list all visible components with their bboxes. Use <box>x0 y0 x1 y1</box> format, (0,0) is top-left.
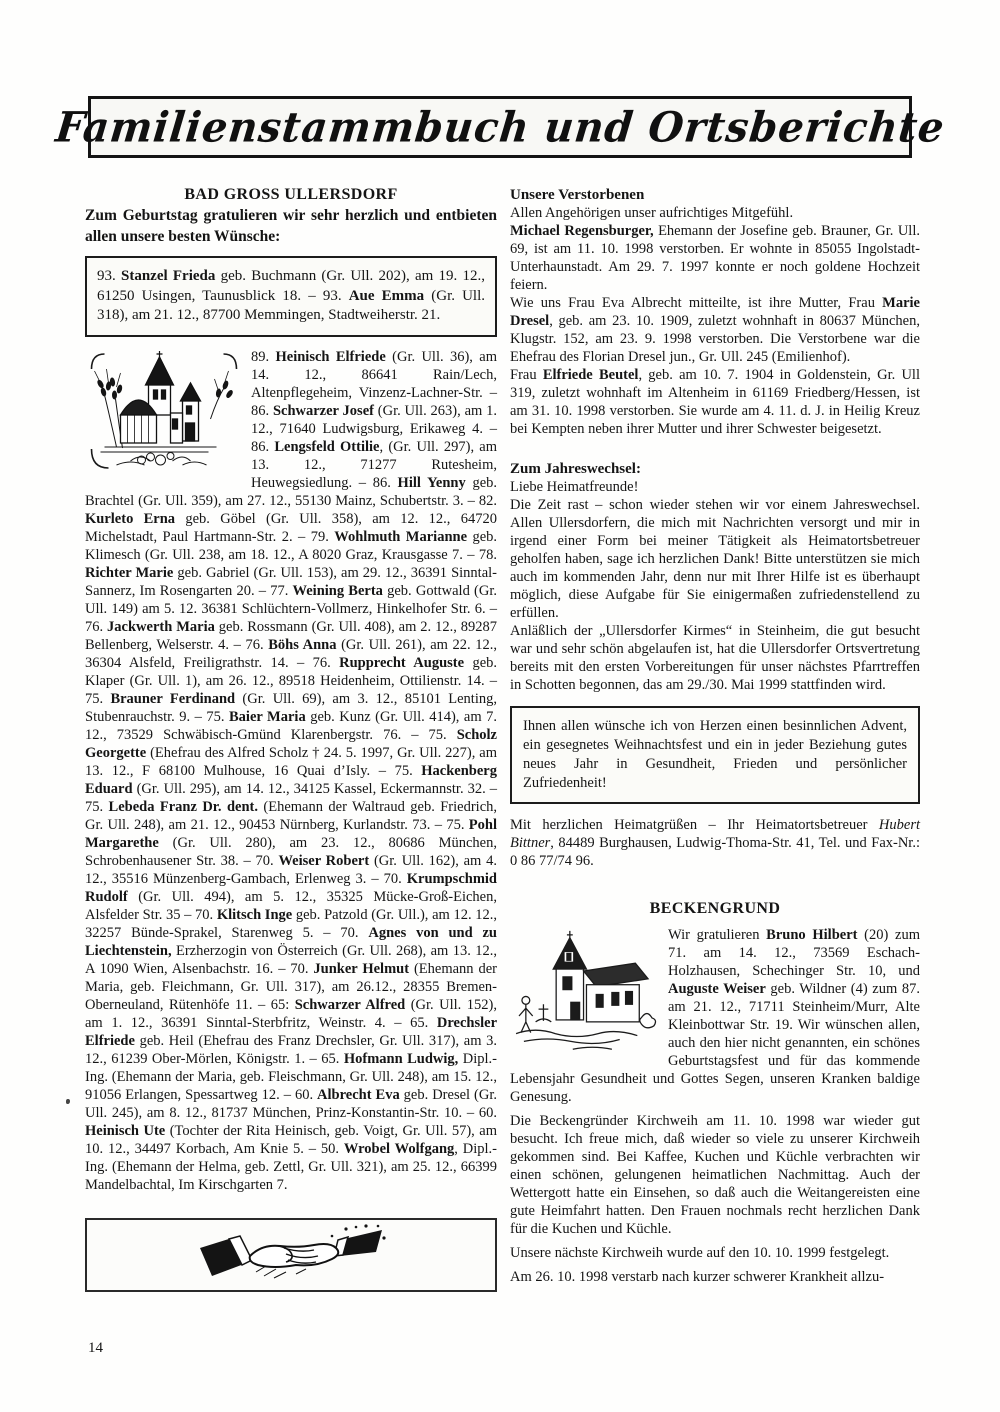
church-engraving-icon <box>85 349 243 473</box>
handshake-box <box>85 1218 497 1292</box>
page-title: Familienstammbuch und Ortsberichte <box>53 102 947 152</box>
beckengrund-paragraph: Die Beckengründer Kirchweih am 11. 10. 1998 war wieder gut besucht. Ich freue mich, daß wieder so viele zu unserer Kirchweih gekommen sind. Bei Kaffee, Kuchen und Küchle verbrachten wir einen schönen, gelungenen heimatlichen Nachmittag. Auch der Wettergott hatte ein Einsehen, so daß auch die Weitangereisten eine gute Heimfahrt hatten. Den Frauen nochmals recht herzlichen Dank für die Kuchen und Küchle. <box>510 1113 920 1237</box>
heading-zum-jahreswechsel: Zum Jahreswechsel: <box>510 461 641 477</box>
title-banner <box>53 96 947 158</box>
birthday-list-paragraph: 89. Heinisch Elfriede (Gr. Ull. 36), am 14. 12., 86641 Rain/Lech, Altenpflegeheim, Vinzenz-Lachner-Str. – 86. Schwarzer Josef (Gr. Ull. 263), am 1. 12., 71640 Ludwigsburg, Erikaweg 4. – 86. Lengsfeld Ottilie, (Gr. Ull. 297), am 13. 12., 71277 Rutesheim, Heuwegsiedlung. – 86. Hill Yenny geb. Brachtel (Gr. Ull. 359), am 27. 12., 55130 Mainz, Schubertstr. 3. – 82. Kurleto Erna geb. Göbel (Gr. Ull. 358), am 12. 12., 64720 Michelstadt, Paul Hartmann-Str. 2. – 79. Wohlmuth Marianne geb. Klimesch (Gr. Ull. 238, am 18. 12., A 8020 Graz, Krausgasse 7. – 78. Richter Marie geb. Gabriel (Gr. Ull. 153), am 29. 12., 36391 Sinntal-Sannerz, Im Rosengarten 20. – 77. Weining Berta geb. Gottwald (Gr. Ull. 149) am 5. 12. 36381 Schlüchtern-Vollmerz, Hinkelhofer Str. 6. – 76. Jackwerth Maria geb. Rossmann (Gr. Ull. 408), am 2. 12., 89287 Bellenberg, Welserstr. 4. – 76. Böhs Anna (Gr. Ull. 261), am 22. 12., 36304 Alsfeld, Freiligrathstr. 14. – 76. Rupprecht Auguste geb. Klaper (Gr. Ull. 1), am 26. 12., 89518 Heidenheim, Ottilienstr. 14. – 75. Brauner Ferdinand (Gr. Ull. 69), am 3. 12., 85101 Lenting, Stubenrauchstr. 9. – 75. Baier Maria geb. Kunz (Gr. Ull. 414), am 7. 12., 73529 Schwäbisch-Gmünd Klarenbergstr. 76. – 75. Scholz Georgette (Ehefrau des Alfred Scholz † 24. 5. 1997, Gr. Ull. 227), am 13. 12., F 68100 Mulhouse, 16 Quai d’Isly. – 75. Hackenberg Eduard (Gr. Ull. 295), am 14. 12., 34125 Kassel, Eckermannstr. 32. – 75. Lebeda Franz Dr. dent. (Ehemann der Waltraud geb. Friedrich, Gr. Ull. 248), am 21. 12., 90453 Nürnberg, Kurlandstr. 73. – 75. Pohl Margarethe (Gr. Ull. 280), am 23. 12., 80686 München, Schrobenhausener Str. 38. – 70. Weiser Robert (Gr. Ull. 162), am 4. 12., 35516 Münzenberg-Gambach, Erlenweg 3. – 70. Krumpschmid Rudolf (Gr. Ull. 494), am 5. 12., 35325 Mücke-Groß-Eichen, Alsfelder Str. 35 – 70. Klitsch Inge geb. Patzold (Gr. Ull.), am 12. 12., 32257 Bünde-Sprakel, Starenweg 5. – 70. Agnes von und zu Liechtenstein, Erzherzogin von Österreich (Gr. Ull. 268), am 13. 12., A 1090 Wien, Alsenbachstr. 16. – 70. Junker Helmut (Ehemann der Maria, geb. Fleichmann, Gr. Ull. 317), am 26.12., 28355 Bremen-Oberneuland, Rütenhöfe 11. – 65: Schwarzer Alfred (Gr. Ull. 152), am 1. 12., 36391 Sinntal-Sterbfritz, Weinstr. 4. – 65. Drechsler Elfriede geb. Heil (Ehefrau des Franz Drechsler, Gr. Ull. 317), am 3. 12., 61239 Ober-Mörlen, Königstr. 1. – 65. Hofmann Ludwig, Dipl.-Ing. (Ehemann der Maria, geb. Fleischmann, Gr. Ull. 248), am 15. 12., 91056 Erlangen, Spessartweg 12. – 60. Albrecht Eva geb. Dresel (Gr. Ull. 245), am 8. 12., 81737 München, Prinz-Konstantin-Str. 10. – 60. Heinisch Ute (Tochter der Rita Heinisch, geb. Voigt, Gr. Ull. 57), am 10. 12., 34497 Korbach, Am Knie 5. – 50. Wrobel Wolfgang, Dipl.-Ing. (Ehemann der Helma, geb. Zettl, Gr. Ull. 321), am 25. 12., 66399 Mandelbachtal, Im Kirschgarten 7. <box>85 348 498 1193</box>
obituary-paragraph: Frau Elfriede Beutel, geb. am 10. 7. 1904 in Goldenstein, Gr. Ull 319, zuletzt wohnhaft im Altenheim in 61169 Friedberg/Hessen, ist am 31. 10. 1998 verstorben. Sie wurde am 4. 11. d. J. in Heilig Kreuz bei Kempten neben ihrer Mutter und ihrer Schwester beigesetzt. <box>510 367 920 437</box>
season-wish-box: Ihnen allen wünsche ich von Herzen einen besinnlichen Advent, ein gesegnetes Weihnachtsfest und ein in jeder Beziehung gutes neues Jahr in Gesundheit, Frieden und persönlicher Zufriedenheit! <box>510 706 920 804</box>
section-heading-bad-gross-ullersdorf: BAD GROSS ULLERSDORF <box>184 186 398 203</box>
beckengrund-paragraph: Unsere nächste Kirchweih wurde auf den 10. 10. 1999 festgelegt. <box>510 1245 890 1261</box>
birthday-intro: Zum Geburtstag gratulieren wir sehr herzlich und entbieten allen unsere besten Wünsche: <box>85 207 497 245</box>
obituary-paragraph: Michael Regensburger, Ehemann der Josefine geb. Brauner, Gr. Ull. 69, ist am 11. 10. 1998 verstorben. Er wohnte in 85055 Ingolstadt-Unterhaunstadt. Am 29. 7. 1997 konnte er noch goldene Hochzeit feiern. <box>510 223 920 293</box>
left-column <box>85 186 497 1292</box>
handshake-icon <box>191 1224 391 1286</box>
closing-paragraph: Mit herzlichen Heimatgrüßen – Ihr Heimatortsbetreuer Hubert Bittner, 84489 Burghausen, Ludwig-Thoma-Str. 41, Tel. und Fax-Nr.: 0 86 77/74 96. <box>510 817 920 869</box>
newyear-paragraph: Die Zeit rast – schon wieder stehen wir vor einem Jahreswechsel. Allen Ullersdorfern, die mich mit Nachrichten versorgt und mir in irgend einer Form bei meiner Tätigkeit als Heimatortsbetreuer geholfen haben, sage ich herzlichen Dank! Bitte unterstützen sie mich auch im kommenden Jahr, denn nur mit Ihrer Hilfe ist es überhaupt möglich, diese Aufgabe für Sie einigermaßen zufriedenstellend zu erfüllen. <box>510 497 920 621</box>
beckengrund-paragraph: Wir gratulieren Bruno Hilbert (20) zum 71. am 14. 12., 73569 Eschach-Holzhausen, Schechinger Str. 10, und Auguste Weiser geb. Wildner (4) zum 87. am 21. 12., 71711 Steinheim/Murr, Alte Kleinbottwar Str. 19. Wir wünschen allen, auch den hier nicht genannten, ein schönes Geburtstagsfest und für das kommende Lebensjahr Gesundheit und Gottes Segen, unseren Kranken baldige Genesung. <box>510 927 920 1105</box>
birthday-highlight-box: 93. Stanzel Frieda geb. Buchmann (Gr. Ull. 202), am 19. 12., 61250 Usingen, Taunusblick 18. – 93. Aue Emma (Gr. Ull. 318), am 21. 12., 87700 Memmingen, Stadtweiherstr. 21. <box>85 256 497 337</box>
page-number: 14 <box>88 1340 103 1356</box>
village-church-sketch-icon <box>510 928 660 1060</box>
newyear-paragraph: Anläßlich der „Ullersdorfer Kirmes“ in Steinheim, die gut besucht war und sehr schön abgelaufen ist, hat die Ullersdorfer Ortsvertretung bereits mit den ersten Vorbereitungen für unser nächstes Pfarrtreffen in Schotten begonnen, das am 29./30. Mai 1999 stattfinden wird. <box>510 623 920 693</box>
obituary-paragraph: Allen Angehörigen unser aufrichtiges Mitgefühl. <box>510 205 794 221</box>
heading-unsere-verstorbenen: Unsere Verstorbenen <box>510 187 645 203</box>
newyear-paragraph: Liebe Heimatfreunde! <box>510 479 639 495</box>
beckengrund-paragraph: Am 26. 10. 1998 verstarb nach kurzer schwerer Krankheit allzu- <box>510 1269 885 1285</box>
heading-beckengrund: BECKENGRUND <box>649 900 781 917</box>
right-column <box>510 186 920 1286</box>
stray-scan-mark <box>66 1099 70 1104</box>
obituary-paragraph: Wie uns Frau Eva Albrecht mitteilte, ist ihre Mutter, Frau Marie Dresel, geb. am 23. 10. 1909, zuletzt wohnhaft in 80637 München, Klugstr. 152, am 23. 9. 1998 verstorben. Die Verstorbene war die Ehefrau des Florian Dresel jun., Gr. Ull. 245 (Emilienhof). <box>510 295 920 365</box>
